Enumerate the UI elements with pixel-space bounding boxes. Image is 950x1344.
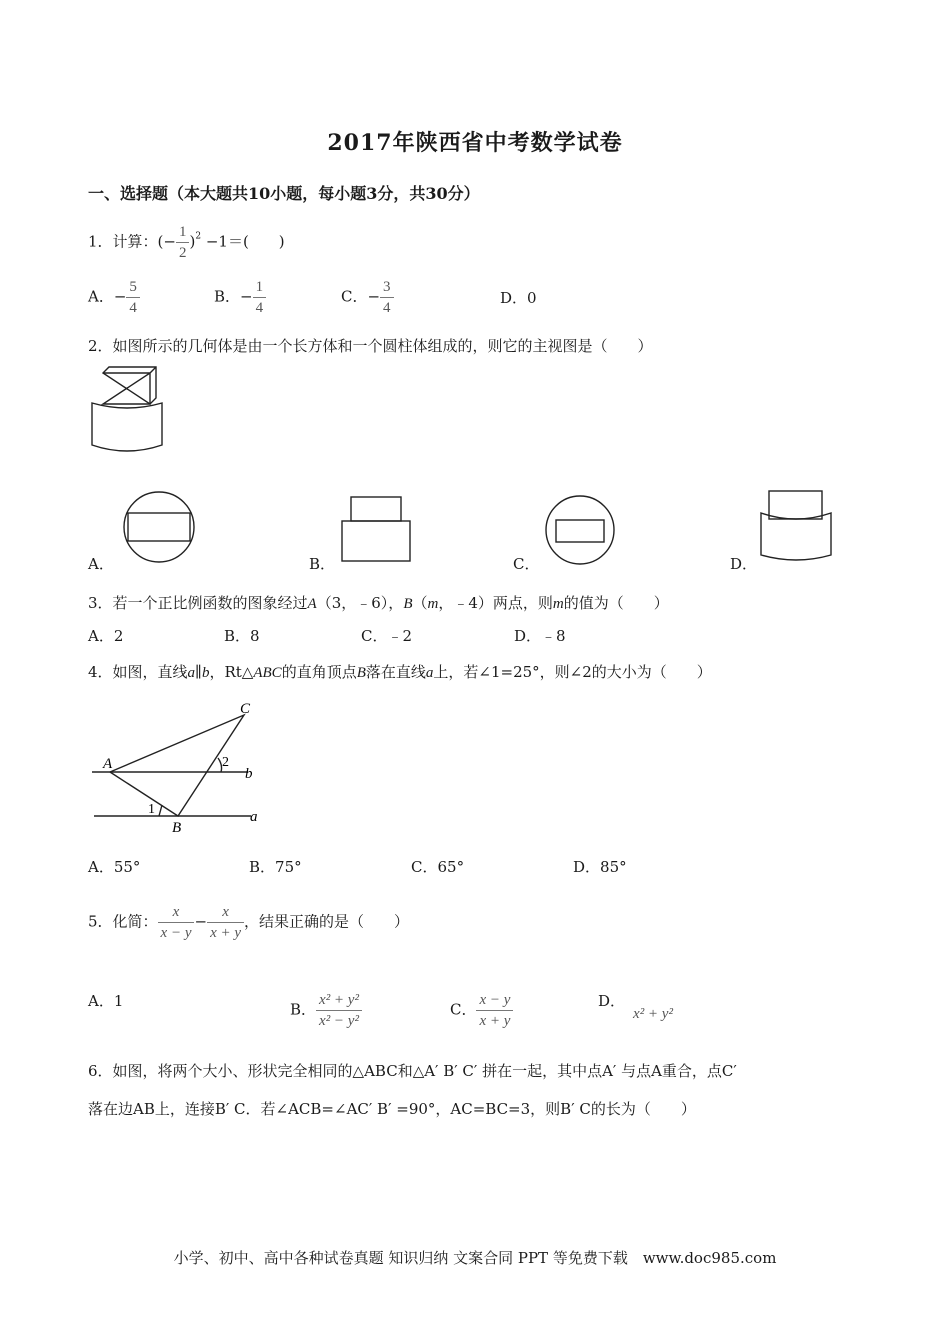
q2-a-rect: [128, 513, 190, 541]
q4-label-B: B: [172, 820, 182, 836]
q3-point-b: B: [403, 596, 413, 612]
q3-option-b[interactable]: B．8: [224, 627, 260, 645]
q2-solid-figure: [88, 365, 168, 460]
q5-f1-den: x − y: [160, 925, 192, 941]
q4-triangle-abc: ABC: [253, 665, 282, 681]
q1-option-b-den: 4: [255, 300, 264, 316]
q5-fraction-1: [158, 902, 195, 943]
q4-option-d[interactable]: D．85°: [573, 858, 627, 876]
q3-var-m1: m: [427, 596, 439, 612]
q4-angle-1-arc: [159, 805, 162, 816]
q3-option-d[interactable]: D．﹣8: [514, 627, 566, 645]
page-title: 2017年陕西省中考数学试卷: [327, 130, 623, 156]
q5-option-b-label: B．: [290, 1000, 317, 1019]
q3-text-b: （3，﹣6），: [316, 594, 404, 612]
q5-prefix: 5．化简：: [88, 912, 158, 931]
q4-line-b: b: [201, 665, 210, 681]
q3-option-a[interactable]: A．2: [88, 627, 124, 645]
q1-exponent: 2: [195, 231, 202, 242]
q1-option-c-label: C．−: [341, 287, 381, 306]
q4-label-b: b: [245, 766, 253, 782]
q4-line-a2: a: [425, 665, 434, 681]
q4-text-c: 的直角顶点: [281, 663, 357, 681]
q2-a-circle: [124, 492, 194, 562]
q4-text-b: ，Rt△: [209, 663, 254, 681]
page-footer: 小学、初中、高中各种试卷真题 知识归纳 文案合同 PPT 等免费下载 www.doc985.com: [173, 1249, 777, 1267]
q5-option-d-expr: x² + y²: [633, 1006, 673, 1022]
q1-tail: −1＝( ): [201, 232, 285, 251]
q1-minus: −: [163, 232, 176, 251]
q1-option-a[interactable]: [88, 277, 140, 318]
q1-option-b-num: 1: [253, 277, 267, 298]
q5-option-c-num: x − y: [476, 990, 513, 1011]
q5-f2-num: x: [207, 902, 244, 923]
q3-text-c: （: [412, 594, 428, 612]
q2-solid-box-edges: [103, 367, 156, 404]
section-heading: 一、选择题（本大题共10小题，每小题3分，共30分）: [88, 184, 480, 203]
q3-text-a: 3．若一个正比例函数的图象经过: [88, 594, 308, 612]
q2-option-b-figure[interactable]: [340, 495, 412, 565]
q2-option-c-figure[interactable]: [544, 494, 616, 566]
q2-option-a-figure[interactable]: [122, 490, 198, 566]
q4-option-c[interactable]: C．65°: [411, 858, 465, 876]
q4-option-a[interactable]: A．55°: [88, 858, 141, 876]
q2-solid-cylinder: [92, 403, 162, 451]
q4-text-e: 上，若∠1=25°，则∠2的大小为（ ）: [433, 663, 712, 681]
q2-option-c[interactable]: C．: [513, 555, 540, 573]
q4-figure: [88, 695, 278, 840]
q2-option-a[interactable]: A．: [88, 555, 114, 573]
q1-option-a-label: A．−: [88, 287, 127, 306]
q5-option-a[interactable]: A．1: [88, 992, 124, 1010]
q5-option-c-label: C．: [450, 1000, 477, 1019]
q1-frac-den: 2: [178, 245, 187, 261]
q5-option-d[interactable]: [598, 990, 673, 1022]
q5-option-c[interactable]: [450, 990, 513, 1031]
q5-option-d-label: D．: [598, 992, 626, 1010]
q1-option-a-frac: [126, 277, 140, 318]
q4-label-C: C: [240, 701, 251, 717]
q1-option-a-den: 4: [129, 300, 137, 316]
q3-option-c[interactable]: C．﹣2: [361, 627, 413, 645]
q1-fraction: [176, 222, 190, 263]
q4-text-a: 4．如图，直线: [88, 663, 188, 681]
q1-option-b-frac: [253, 277, 267, 318]
question-3: [88, 592, 669, 613]
q2-option-d[interactable]: D．: [730, 555, 758, 573]
question-4: [88, 661, 712, 682]
q5-f1-num: x: [158, 902, 195, 923]
q4-vertex-b: B: [356, 665, 366, 681]
q1-option-c-num: 3: [380, 277, 394, 298]
q4-label-a: a: [250, 809, 258, 825]
q5-f2-den: x + y: [210, 925, 241, 941]
q4-label-2: 2: [222, 755, 229, 770]
q5-option-c-den: x + y: [479, 1013, 511, 1029]
q4-text-d: 落在直线: [365, 663, 426, 681]
q5-option-b-frac: [316, 990, 362, 1031]
q2-c-rect: [556, 520, 604, 542]
q4-option-b[interactable]: B．75°: [249, 858, 302, 876]
q5-option-b-num: x² + y²: [316, 990, 362, 1011]
q3-var-m2: m: [552, 596, 564, 612]
question-6-line-2: 落在边AB上，连接B′ C．若∠ACB=∠AC′ B′ =90°，AC=BC=3，则B′ C的长为（ ）: [88, 1100, 696, 1118]
q3-text-e: 的值为（ ）: [563, 594, 669, 612]
q5-option-c-frac: [476, 990, 513, 1031]
question-5: [88, 902, 409, 943]
q3-text-d: ，﹣4）两点，则: [438, 594, 553, 612]
q4-parallel: ∥: [195, 663, 202, 681]
q5-fraction-2: [207, 902, 244, 943]
q1-option-c-den: 4: [383, 300, 391, 316]
q2-option-d-figure[interactable]: [759, 489, 835, 565]
q2-d-cylinder-front: [761, 513, 831, 560]
q1-option-b[interactable]: [214, 277, 266, 318]
q2-option-b[interactable]: B．: [309, 555, 336, 573]
q4-line-a: a: [187, 665, 196, 681]
question-1: [88, 222, 285, 263]
question-2: 2．如图所示的几何体是由一个长方体和一个圆柱体组成的，则它的主视图是（ ）: [88, 337, 653, 355]
q2-b-bottom-rect: [342, 521, 410, 561]
q5-option-b[interactable]: [290, 990, 362, 1031]
q1-option-c-frac: [380, 277, 394, 318]
q1-frac-num: 1: [176, 222, 190, 243]
q1-option-a-num: 5: [126, 277, 140, 298]
q5-tail: ，结果正确的是（ ）: [244, 912, 410, 931]
q5-option-b-den: x² − y²: [319, 1013, 359, 1029]
q1-paren-close: ): [189, 232, 196, 251]
q1-prefix: 1．计算：(: [88, 232, 164, 251]
q2-b-top-rect: [351, 497, 401, 521]
q5-minus: −: [194, 912, 208, 931]
q3-point-a: A: [307, 596, 317, 612]
q4-label-1: 1: [148, 802, 155, 817]
q1-option-d[interactable]: D．0: [500, 289, 537, 307]
q1-option-c[interactable]: [341, 277, 394, 318]
q2-d-top-rect: [769, 491, 822, 519]
q1-option-b-label: B．−: [214, 287, 253, 306]
question-6-line-1: 6．如图，将两个大小、形状完全相同的△ABC和△A′ B′ C′ 拼在一起，其中点A′ 与点A重合，点C′: [88, 1062, 737, 1080]
q4-label-A: A: [103, 756, 113, 772]
